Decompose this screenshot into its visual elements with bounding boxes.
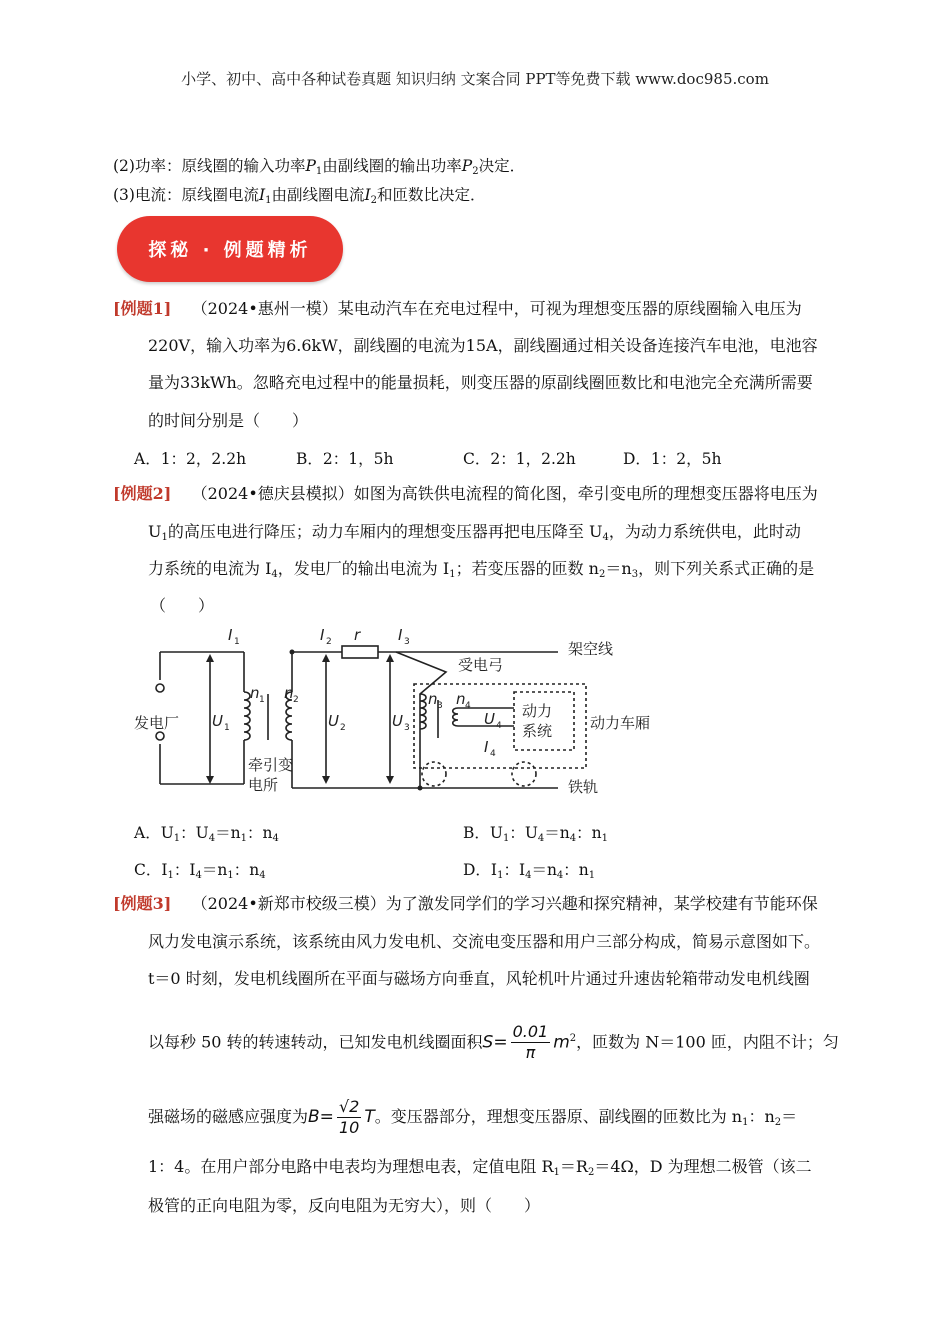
example3-line3: t＝0 时刻，发电机线圈所在平面与磁场方向垂直，风轮机叶片通过升速齿轮箱带动发电机线圈 xyxy=(148,969,810,988)
svg-text:U: U xyxy=(328,712,339,730)
svg-text:4: 4 xyxy=(465,701,471,711)
label-substation-2: 电所 xyxy=(248,776,279,794)
example1-option-b: B．2：1，5h xyxy=(296,450,394,468)
intro-line-power: (2)功率：原线圈的输入功率$P_1$由副线圈的输出功率$P_2$决定． xyxy=(113,157,526,177)
example2-option-d-text: D．I xyxy=(463,861,498,879)
svg-text:3: 3 xyxy=(404,637,410,647)
example3-line7: 极管的正向电阻为零，反向电阻为无穷大），则（ ） xyxy=(148,1196,541,1215)
intro-current-b: 由副线圈电流 xyxy=(271,186,365,204)
label-pantograph: 受电弓 xyxy=(458,656,504,674)
svg-text:I: I xyxy=(398,626,403,644)
intro-line-current: (3)电流：原线圈电流$I_1$由副线圈电流$I_2$和匝数比决定． xyxy=(113,186,486,206)
example1-line3: 量为33kWh。忽略充电过程中的能量损耗，则变压器的原副线圈匝数比和电池完全充满所需要 xyxy=(148,373,813,392)
svg-text:4: 4 xyxy=(490,749,496,759)
example2-option-a-text: A．U xyxy=(134,824,174,842)
label-substation-1: 牵引变 xyxy=(248,756,294,774)
example3-text-5a: 强磁场的磁感应强度为 xyxy=(148,1107,309,1126)
svg-text:2: 2 xyxy=(340,723,346,733)
svg-text:n: n xyxy=(250,684,260,702)
example3-line1 xyxy=(113,885,818,923)
label-rail: 铁轨 xyxy=(568,778,599,796)
example1-text-1: （2024•惠州一模）某电动汽车在充电过程中，可视为理想变压器的原线圈输入电压为 xyxy=(191,299,802,318)
svg-text:n: n xyxy=(428,690,438,708)
example3-text-6c: ＝4Ω，D 为理想二极管（该二 xyxy=(594,1157,812,1176)
svg-text:n: n xyxy=(456,690,466,708)
example2-text-3e: ，则下列关系式正确的是 xyxy=(638,559,815,578)
svg-text:I: I xyxy=(484,738,489,756)
example2-line3: 力系统的电流为 $I_4$，发电厂的输出电流为 $I_1$；若变压器的匝数 $n_2=n_3$，则下列关系式正确的是 xyxy=(148,559,815,580)
intro-current-c: 和匝数比决定． xyxy=(376,186,486,204)
label-catenary: 架空线 xyxy=(568,640,614,658)
power-system-box xyxy=(514,692,574,750)
svg-text:2: 2 xyxy=(326,637,332,647)
field-fraction: $\frac{√2}{10}$ xyxy=(338,1097,360,1137)
example2-text-3b: ，发电厂的输出电流为 I xyxy=(277,559,450,578)
example2-option-b: B．$U_1$：$U_4=n_4$：$n_1$ xyxy=(463,824,609,844)
example3-label: [例题3] xyxy=(113,894,172,913)
example3-text-5b: 。变压器部分，理想变压器原、副线圈的匝数比为 n xyxy=(374,1107,743,1126)
example2-option-d: D．$I_1$：$I_4=n_4$：$n_1$ xyxy=(463,861,596,881)
example2-text-2b: ，为动力系统供电，此时动 xyxy=(608,522,801,541)
label-system-2: 系统 xyxy=(522,722,553,740)
example2-option-c-text: C．I xyxy=(134,861,168,879)
section-badge: 探秘 · 例题精析 xyxy=(117,216,343,282)
terminal-icon xyxy=(156,684,164,692)
svg-text:r: r xyxy=(354,626,361,644)
power-supply-diagram xyxy=(128,622,688,802)
svg-text:I: I xyxy=(228,626,233,644)
example2-option-b-text: B．U xyxy=(463,824,503,842)
example2-line2: $U_1$的高压电进行降压；动力车厢内的理想变压器再把电压降至 $U_4$，为动力系统供电，此时动 xyxy=(148,522,801,543)
svg-text:U: U xyxy=(212,712,223,730)
example2-label: [例题2] xyxy=(113,484,172,503)
example3-line2: 风力发电演示系统，该系统由风力发电机、交流电变压器和用户三部分构成，简易示意图如下。 xyxy=(148,932,821,951)
example1-line1 xyxy=(113,290,802,328)
label-power-plant: 发电厂 xyxy=(134,714,180,732)
example2-text-3c: ；若变压器的匝数 n xyxy=(455,559,599,578)
svg-text:4: 4 xyxy=(496,721,502,731)
example3-text-1: （2024•新郑市校级三模）为了激发同学们的学习兴趣和探究精神，某学校建有节能环保 xyxy=(191,894,818,913)
intro-power-a: (2)功率：原线圈的输入功率 xyxy=(113,157,306,175)
intro-power-c: 决定． xyxy=(478,157,526,175)
label-car: 动力车厢 xyxy=(590,714,651,732)
svg-text:n: n xyxy=(284,684,294,702)
example2-text-1: （2024•德庆县模拟）如图为高铁供电流程的简化图，牵引变电所的理想变压器将电压为 xyxy=(191,484,818,503)
svg-text:I: I xyxy=(320,626,325,644)
svg-text:3: 3 xyxy=(437,701,443,711)
intro-power-b: 由副线圈的输出功率 xyxy=(322,157,462,175)
example3-text-6b: ＝R xyxy=(559,1157,588,1176)
label-system-1: 动力 xyxy=(522,702,553,720)
svg-text:1: 1 xyxy=(259,695,265,705)
area-fraction: $\frac{0.01}{\pi}$ xyxy=(512,1022,549,1063)
example3-line4: 以每秒 50 转的转速转动，已知发电机线圈面积S= $\frac{0.01}{\pi}$ $m^2$，匝数为 N＝100 匝，内阻不计；匀 xyxy=(148,1022,839,1063)
example3-text-5c: ：n xyxy=(748,1107,775,1126)
example1-label: [例题1] xyxy=(113,299,172,318)
svg-text:2: 2 xyxy=(293,695,299,705)
example3-text-4a: 以每秒 50 转的转速转动，已知发电机线圈面积 xyxy=(148,1032,483,1052)
terminal-icon xyxy=(156,732,164,740)
svg-text:1: 1 xyxy=(234,637,240,647)
example2-text-2: 的高压电进行降压；动力车厢内的理想变压器再把电压降至 U xyxy=(167,522,603,541)
example2-text-3: 力系统的电流为 I xyxy=(148,559,272,578)
example3-line6: 1：4。在用户部分电路中电表均为理想电表，定值电阻 $R_1=R_2=4\Omega$，D 为理想二极管（该二 xyxy=(148,1157,812,1178)
svg-text:3: 3 xyxy=(404,723,410,733)
example1-line4: 的时间分别是（ ） xyxy=(148,411,309,430)
intro-current-a: (3)电流：原线圈电流 xyxy=(113,186,259,204)
example1-line2: 220V，输入功率为6.6kW，副线圈的电流为15A，副线圈通过相关设备连接汽车电池，电池容 xyxy=(148,336,818,355)
page-header: 小学、初中、高中各种试卷真题 知识归纳 文案合同 PPT等免费下载 www.doc985.com xyxy=(181,70,769,88)
svg-text:1: 1 xyxy=(224,723,230,733)
example2-text-3d: ＝n xyxy=(605,559,632,578)
example2-line4: （ ） xyxy=(150,596,215,615)
example2-option-c: C．$I_1$：$I_4=n_1$：$n_4$ xyxy=(134,861,266,881)
example3-line5: 强磁场的磁感应强度为B= $\frac{√2}{10}$ T。变压器部分，理想变压器原、副线圈的匝数比为 $n_1$：$n_2=$ xyxy=(148,1097,798,1137)
example1-option-d: D．1：2，5h xyxy=(623,450,722,468)
example3-text-6: 1：4。在用户部分电路中电表均为理想电表，定值电阻 R xyxy=(148,1157,554,1176)
example2-line1 xyxy=(113,475,818,513)
example2-option-a: A．$U_1$：$U_4=n_1$：$n_4$ xyxy=(134,824,279,844)
example3-text-5d: ＝ xyxy=(781,1107,798,1126)
example3-text-4b: ，匝数为 N＝100 匝，内阻不计；匀 xyxy=(576,1032,839,1052)
svg-text:U: U xyxy=(484,710,495,728)
svg-text:U: U xyxy=(392,712,403,730)
example1-option-a: A．1：2，2.2h xyxy=(134,450,247,468)
resistor-r xyxy=(342,646,378,658)
example1-option-c: C．2：1，2.2h xyxy=(463,450,576,468)
